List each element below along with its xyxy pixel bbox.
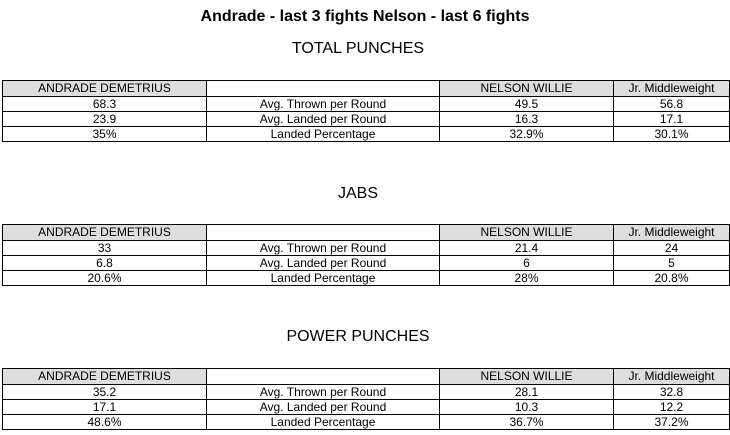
table-header-row <box>3 225 730 241</box>
fighter-a-value: 48.6% <box>3 415 207 430</box>
division-value: 37.2% <box>614 415 730 430</box>
header-fighter-a: ANDRADE DEMETRIUS <box>3 81 207 97</box>
table-header-row <box>3 369 730 385</box>
header-fighter-a: ANDRADE DEMETRIUS <box>3 225 207 241</box>
header-division: Jr. Middleweight <box>614 369 730 385</box>
table-row <box>3 385 730 400</box>
table-row <box>3 256 730 271</box>
metric-label: Landed Percentage <box>207 271 440 286</box>
division-value: 17.1 <box>614 112 730 127</box>
header-fighter-b: NELSON WILLIE <box>440 369 614 385</box>
fighter-b-value: 32.9% <box>440 127 614 142</box>
fighter-a-value: 68.3 <box>3 97 207 112</box>
table-row <box>3 271 730 286</box>
division-value: 32.8 <box>614 385 730 400</box>
fighter-a-value: 20.6% <box>3 271 207 286</box>
fighter-a-value: 33 <box>3 241 207 256</box>
fighter-a-value: 35.2 <box>3 385 207 400</box>
metric-label: Avg. Thrown per Round <box>207 241 440 256</box>
section-title-power-punches: POWER PUNCHES <box>286 328 430 345</box>
metric-label: Landed Percentage <box>207 127 440 142</box>
fighter-b-value: 6 <box>440 256 614 271</box>
table-row <box>3 400 730 415</box>
header-metric-blank <box>207 369 440 385</box>
metric-label: Landed Percentage <box>207 415 440 430</box>
section-title-total-punches: TOTAL PUNCHES <box>291 40 425 57</box>
header-division: Jr. Middleweight <box>614 225 730 241</box>
fighter-b-value: 10.3 <box>440 400 614 415</box>
header-fighter-b: NELSON WILLIE <box>440 81 614 97</box>
fighter-b-value: 21.4 <box>440 241 614 256</box>
metric-label: Avg. Thrown per Round <box>207 97 440 112</box>
division-value: 12.2 <box>614 400 730 415</box>
header-metric-blank <box>207 81 440 97</box>
metric-label: Avg. Landed per Round <box>207 400 440 415</box>
section-title-jabs: JABS <box>337 185 378 202</box>
division-value: 24 <box>614 241 730 256</box>
power-punches-table <box>2 368 730 430</box>
page-title: Andrade - last 3 fights Nelson - last 6 fights <box>200 8 530 25</box>
table-row <box>3 127 730 142</box>
division-value: 5 <box>614 256 730 271</box>
fighter-b-value: 49.5 <box>440 97 614 112</box>
header-fighter-a: ANDRADE DEMETRIUS <box>3 369 207 385</box>
fighter-a-value: 35% <box>3 127 207 142</box>
jabs-table <box>2 224 730 286</box>
table-row <box>3 97 730 112</box>
total-punches-table <box>2 80 730 142</box>
fighter-b-value: 28.1 <box>440 385 614 400</box>
fighter-a-value: 23.9 <box>3 112 207 127</box>
metric-label: Avg. Landed per Round <box>207 112 440 127</box>
metric-label: Avg. Thrown per Round <box>207 385 440 400</box>
division-value: 30.1% <box>614 127 730 142</box>
table-row <box>3 415 730 430</box>
fighter-b-value: 36.7% <box>440 415 614 430</box>
metric-label: Avg. Landed per Round <box>207 256 440 271</box>
table-row <box>3 241 730 256</box>
division-value: 56.8 <box>614 97 730 112</box>
header-fighter-b: NELSON WILLIE <box>440 225 614 241</box>
header-metric-blank <box>207 225 440 241</box>
division-value: 20.8% <box>614 271 730 286</box>
fighter-b-value: 28% <box>440 271 614 286</box>
table-header-row <box>3 81 730 97</box>
fighter-a-value: 17.1 <box>3 400 207 415</box>
header-division: Jr. Middleweight <box>614 81 730 97</box>
fighter-a-value: 6.8 <box>3 256 207 271</box>
fighter-b-value: 16.3 <box>440 112 614 127</box>
table-row <box>3 112 730 127</box>
